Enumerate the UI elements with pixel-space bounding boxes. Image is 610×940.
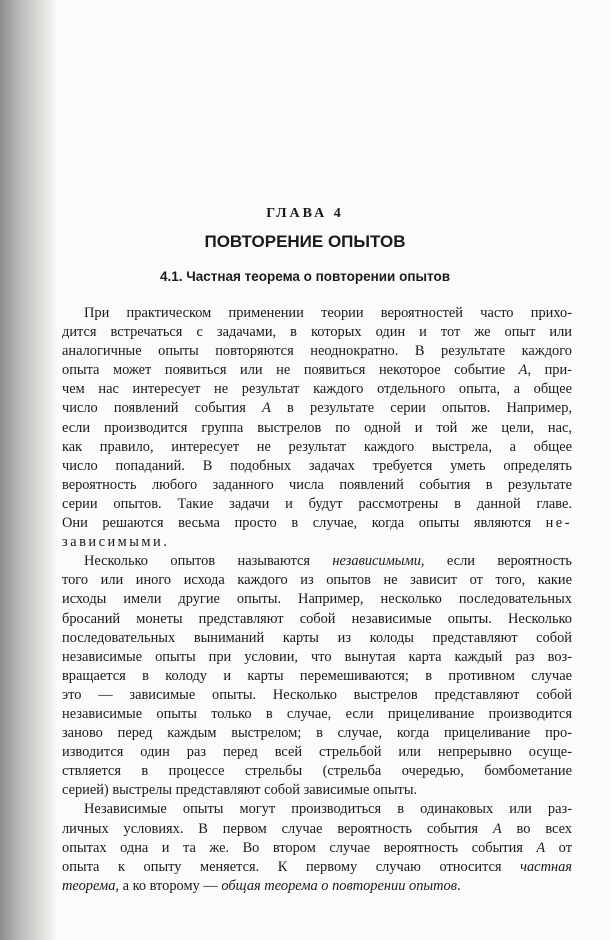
text-segment: вероятность любого заданного числа появлений события в результате — [62, 476, 572, 493]
emphasis-text: A — [518, 362, 528, 379]
text-segment: в результате серии опытов. Например, — [270, 400, 572, 417]
text-line — [62, 762, 572, 781]
text-segment: серией) выстрелы представляют собой зависимые опыты. — [62, 782, 418, 799]
text-segment: опыта к опыту меняется. К первому случаю относится — [62, 858, 521, 875]
text-segment: . — [457, 877, 461, 894]
text-line — [62, 438, 572, 457]
text-segment: Несколько опытов называются — [84, 553, 333, 570]
text-line — [62, 724, 572, 743]
text-segment: личных условиях. В первом случае вероятность события — [62, 820, 493, 837]
text-line — [62, 476, 572, 495]
paragraph — [62, 304, 572, 552]
text-line — [62, 781, 572, 800]
emphasis-text: независимыми — [332, 553, 421, 570]
text-line — [62, 743, 572, 762]
paragraph — [62, 552, 572, 800]
text-segment: опытах одна и та же. Во втором случае вероятность события — [62, 839, 537, 856]
emphasis-text: A — [262, 400, 271, 417]
emphasis-text: частная — [520, 858, 572, 875]
text-line — [62, 457, 572, 476]
chapter-title: ПОВТОРЕНИЕ ОПЫТОВ — [204, 232, 406, 251]
text-line — [62, 361, 572, 380]
text-segment: , если вероятность — [420, 553, 572, 570]
text-segment: опыта может появиться или не появиться некоторое событие — [62, 362, 519, 379]
text-segment: дится встречаться с задачами, в которых один и тот же опыт или — [62, 324, 572, 341]
text-segment: во всех — [501, 820, 572, 837]
text-segment: исходы имели другие опыты. Например, несколько последовательных — [62, 591, 572, 608]
text-segment: число попаданий. В подобных задачах требуется уметь определять — [62, 457, 572, 474]
text-segment: При практическом применении теории вероятностей часто прихо- — [84, 305, 572, 321]
text-line — [62, 858, 572, 877]
spaced-text: зависимыми — [62, 534, 164, 551]
text-segment: , а ко второму — — [115, 877, 222, 894]
section-title: 4.1. Частная теорема о повторении опытов — [159, 269, 451, 284]
text-line — [62, 705, 572, 724]
emphasis-text: теорема — [62, 877, 116, 894]
text-line — [62, 648, 572, 667]
text-segment: . — [163, 534, 167, 551]
text-line — [62, 399, 572, 418]
text-segment: аналогичные опыты повторяются неоднократно. В результате каждого — [62, 343, 572, 360]
text-segment: Независимые опыты могут производиться в одинаковых или раз- — [84, 801, 572, 818]
text-segment: заново перед каждым выстрелом; в случае, когда прицеливание про- — [62, 725, 572, 742]
text-segment: серии опытов. Такие задачи и будут рассмотрены в данной главе. — [62, 495, 572, 512]
text-segment: число появлений события — [62, 400, 263, 417]
spaced-text: не- — [545, 515, 572, 532]
text-segment: независимые опыты при условии, что вынутая карта каждый раз воз- — [62, 648, 572, 665]
text-line — [62, 686, 572, 705]
text-segment: , при- — [527, 362, 572, 379]
text-segment: независимые опыты только в случае, если прицеливание производится — [62, 705, 572, 722]
page-gutter-shadow — [0, 0, 58, 940]
text-line — [62, 667, 572, 686]
emphasis-text: общая теорема о повторении опытов — [221, 877, 457, 894]
text-segment: последовательных выниманий карты из колоды представляют собой — [62, 629, 572, 646]
text-segment: от — [545, 839, 572, 856]
text-segment: того или иного исхода каждого из опытов не зависит от того, какие — [62, 572, 572, 589]
chapter-label: ГЛАВА 4 — [266, 206, 344, 221]
text-line — [62, 342, 572, 361]
text-line — [62, 571, 572, 590]
text-segment: бросаний монеты представляют собой независимые опыты. Несколько — [62, 610, 572, 627]
text-line — [62, 533, 572, 552]
text-line — [62, 304, 572, 323]
text-segment: это — зависимые опыты. Несколько выстрелов представляют собой — [62, 686, 572, 703]
body-text — [62, 304, 572, 896]
text-line — [62, 590, 572, 609]
text-line — [62, 380, 572, 399]
text-line — [62, 877, 572, 896]
text-segment: вращается в колоду и карты перемешиваются; в противном случае — [62, 667, 572, 684]
paragraph — [62, 800, 572, 895]
text-line — [62, 820, 572, 839]
text-segment: чем нас интересует не результат каждого отдельного опыта, а общее — [62, 381, 572, 398]
text-line — [62, 610, 572, 629]
text-line — [62, 839, 572, 858]
text-line — [62, 552, 572, 571]
text-line — [62, 514, 572, 533]
text-segment: изводится один раз перед всей стрельбой или непрерывно осуще- — [62, 744, 572, 761]
text-segment: ствляется в процессе стрельбы (стрельба очередью, бомбометание — [62, 763, 572, 780]
text-line — [62, 629, 572, 648]
text-line — [62, 800, 572, 819]
text-line — [62, 419, 572, 438]
text-line — [62, 495, 572, 514]
text-segment: Они решаются весьма просто в случае, когда опыты являются — [62, 515, 546, 532]
text-segment: как правило, интересует не результат каждого выстрела, а общее — [62, 438, 572, 455]
emphasis-text: A — [536, 839, 546, 856]
emphasis-text: A — [492, 820, 502, 837]
text-segment: если производится группа выстрелов по одной и той же цели, нас, — [62, 419, 572, 436]
text-line — [62, 323, 572, 342]
